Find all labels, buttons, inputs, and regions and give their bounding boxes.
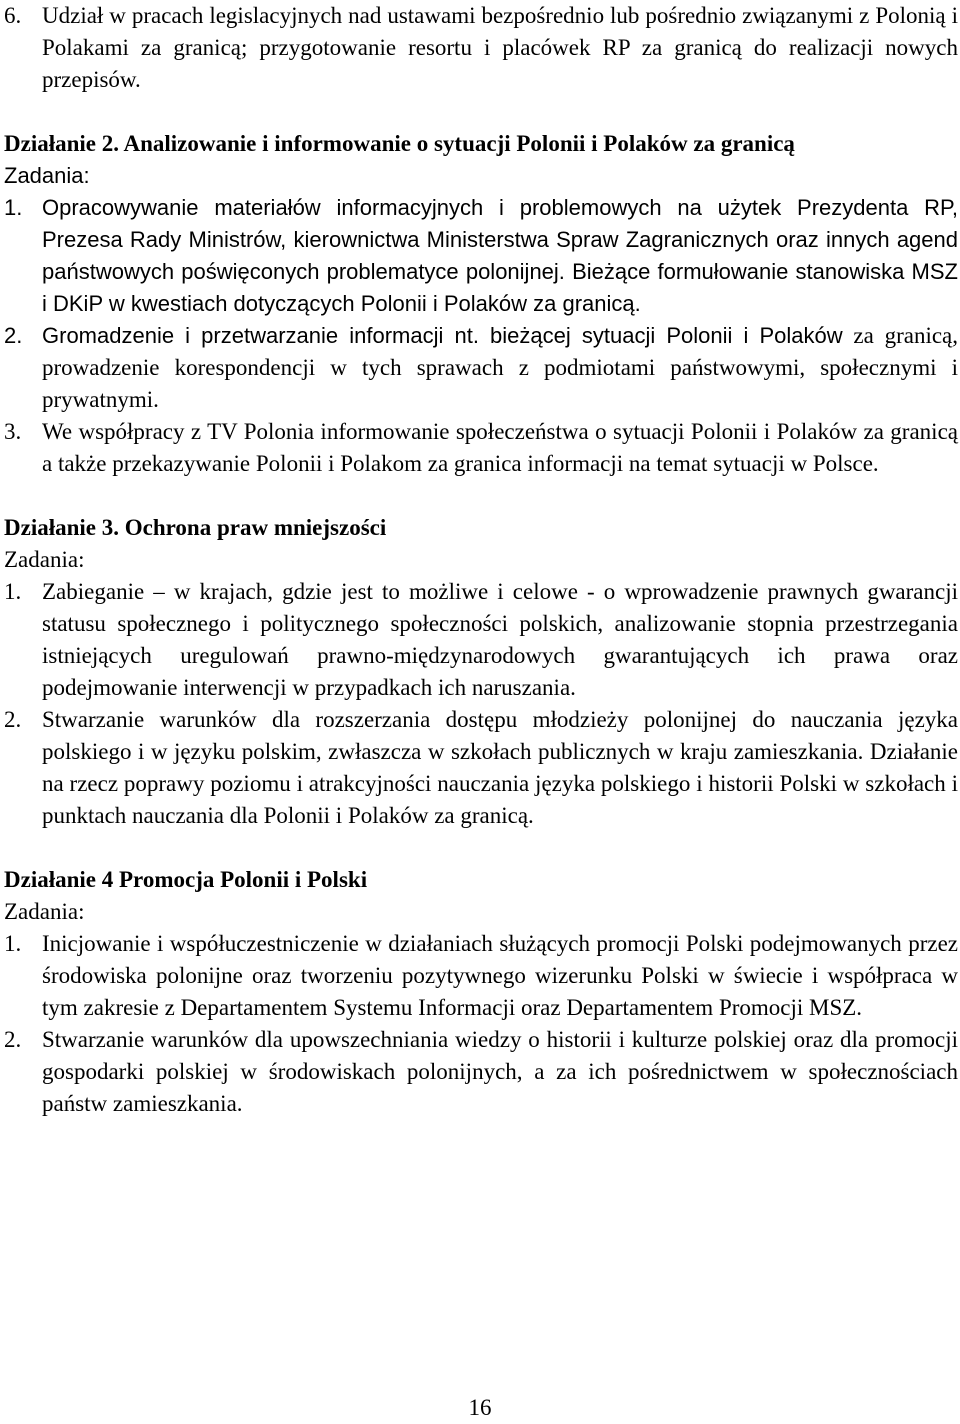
section-heading bbox=[4, 128, 958, 160]
item-text: Stwarzanie warunków dla rozszerzania dostępu młodzieży polonijnej do nauczania języka polskiego i w języku polskim, zwłaszcza w szkołach publicznych w kraju zamieszkania. Działanie na rzecz poprawy poziomu i atrakcyjności nauczania języka polskiego i historii Polski w szkołach i punktach nauczania dla Polonii i Polaków za granicą. bbox=[42, 707, 958, 828]
section-heading-bold: Działanie 3. Ochrona praw mniejszości bbox=[4, 515, 387, 540]
section-heading bbox=[4, 512, 958, 544]
list-item bbox=[4, 320, 958, 416]
item-text: We współpracy z TV Polonia informowanie społeczeństwa o sytuacji Polonii i Polaków za granicą a także przekazywanie Polonii i Polakom za granica informacji na temat sytuacji w Polsce. bbox=[42, 419, 958, 476]
item-text: Opracowywanie materiałów informacyjnych i problemowych na użytek Prezydenta RP, Prezesa Rady Ministrów, kierownictwa Ministerstwa Spraw Zagranicznych oraz innych agend państwowych poświęconych problematyce polonijnej. Bieżące formułowanie stanowiska MSZ i DKiP w kwestiach dotyczących Polonii i Polaków za granicą. bbox=[42, 195, 958, 316]
list-item bbox=[4, 1024, 958, 1120]
section-heading-bold: Działanie 4 Promocja Polonii i Polski bbox=[4, 867, 368, 892]
tasks-label: Zadania: bbox=[4, 899, 85, 924]
list-item bbox=[4, 704, 958, 832]
item-number: 2. bbox=[4, 707, 22, 732]
section-heading bbox=[4, 864, 958, 896]
item-text-sans: Gromadzenie i przetwarzanie informacji nt. bieżącej sytuacji Polonii i Polaków bbox=[42, 323, 843, 348]
item-text bbox=[42, 320, 958, 416]
item-number: 6. bbox=[4, 3, 22, 28]
list-item bbox=[4, 0, 958, 96]
item-text-serif: za granicą, prowadzenie korespondencji w tych sprawach z podmiotami państwowymi, społecznymi i prywatnymi. bbox=[42, 323, 959, 412]
item-text: Zabieganie – w krajach, gdzie jest to możliwe i celowe - o wprowadzenie prawnych gwarancji statusu społecznego i politycznego społeczności polskich, analizowanie stopnia przestrzegania istniejących uregulowań prawno-międzynarodowych gwarantujących ich prawa oraz podejmowanie interwencji w przypadkach ich naruszania. bbox=[42, 579, 958, 700]
list-item bbox=[4, 928, 958, 1024]
item-number: 3. bbox=[4, 419, 22, 444]
item-number: 2. bbox=[4, 323, 23, 348]
tasks-label: Zadania: bbox=[4, 163, 90, 188]
list-item bbox=[4, 416, 958, 480]
item-text: Stwarzanie warunków dla upowszechniania wiedzy o historii i kulturze polskiej oraz dla promocji gospodarki polskiej w środowiskach polonijnych, a za ich pośrednictwem w społecznościach państw zamieszkania. bbox=[42, 1027, 958, 1116]
spacer bbox=[4, 480, 958, 512]
list-item bbox=[4, 576, 958, 704]
page-number: 16 bbox=[468, 1395, 492, 1420]
item-number: 1. bbox=[4, 931, 22, 956]
list-item bbox=[4, 192, 958, 320]
tasks-label: Zadania: bbox=[4, 547, 85, 572]
item-text: Udział w pracach legislacyjnych nad ustawami bezpośrednio lub pośrednio związanymi z Polonią i Polakami za granicą; przygotowanie resortu i placówek RP za granicą do realizacji nowych przepisów. bbox=[42, 3, 958, 92]
spacer bbox=[4, 96, 958, 128]
item-number: 2. bbox=[4, 1027, 22, 1052]
item-number: 1. bbox=[4, 579, 22, 604]
item-text: Inicjowanie i współuczestniczenie w działaniach służących promocji Polski podejmowanych przez środowiska polonijne oraz tworzeniu pozytywnego wizerunku Polski w świecie i współpraca w tym zakresie z Departamentem Systemu Informacji oraz Departamentem Promocji MSZ. bbox=[42, 931, 958, 1020]
document-page bbox=[4, 0, 958, 1120]
spacer bbox=[4, 832, 958, 864]
section-heading-bold: Działanie 2. bbox=[4, 131, 119, 156]
section-heading-rest: Analizowanie i informowanie o sytuacji Polonii i Polaków za granicą bbox=[119, 131, 795, 156]
item-number: 1. bbox=[4, 195, 23, 220]
